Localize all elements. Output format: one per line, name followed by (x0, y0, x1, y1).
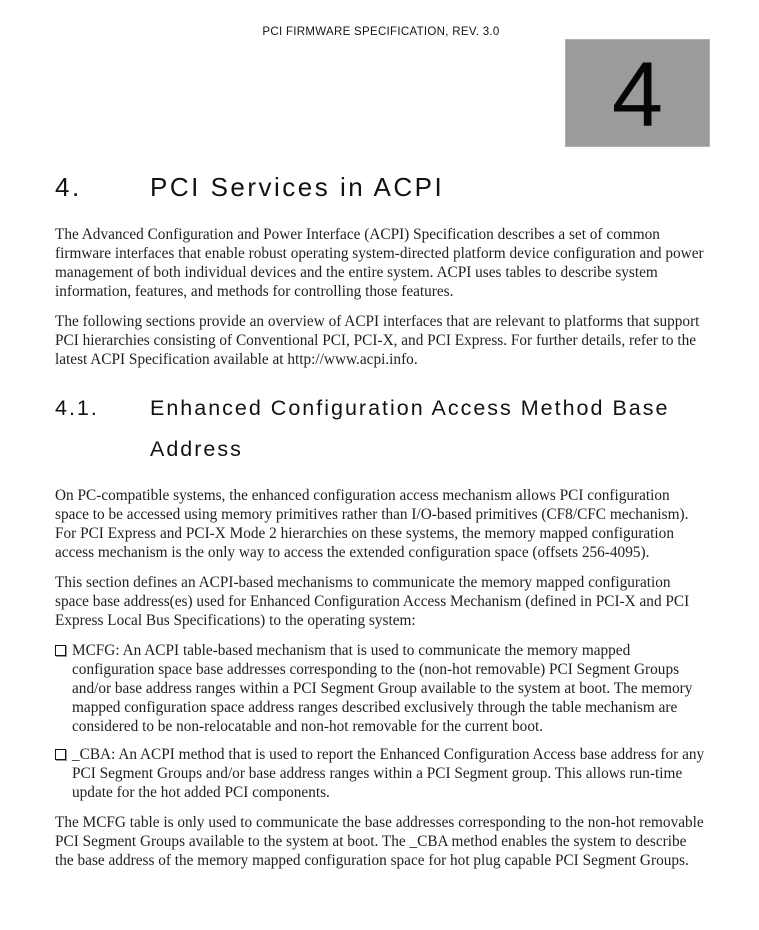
subsection-heading (55, 388, 707, 471)
paragraph: The following sections provide an overview of ACPI interfaces that are relevant to platforms that support PCI hierarchies consisting of Conventional PCI, PCI-X, and PCI Express. For further details, refer to the latest ACPI Specification available at http://www.acpi.info. (55, 312, 700, 368)
section-number: 4. (55, 172, 82, 202)
square-bullet-icon (55, 645, 66, 656)
bullet-list (55, 641, 707, 802)
paragraph: The Advanced Configuration and Power Interface (ACPI) Specification describes a set of common firmware interfaces that enable robust operating system-directed platform device configuration and power management of both individual devices and the entire system. ACPI uses tables to describe system information, features, and methods for controlling those features. (55, 225, 704, 300)
section-title: PCI Services in ACPI (150, 172, 445, 202)
subsection-title: Enhanced Configuration Access Method Base Address (150, 395, 670, 462)
square-bullet-icon (55, 749, 66, 760)
bullet-text: _CBA: An ACPI method that is used to report the Enhanced Configuration Access base address for any PCI Segment Groups and/or base address ranges within a PCI Segment group. This allows run-time update for the hot added PCI components. (72, 746, 705, 802)
list-item (55, 641, 707, 736)
paragraph: This section defines an ACPI-based mechanisms to communicate the memory mapped configuration space base address(es) used for Enhanced Configuration Access Mechanism (defined in PCI-X and PCI Express Local Bus Specifications) to the operating system: (55, 574, 690, 630)
chapter-number: 4 (611, 43, 664, 146)
chapter-tab (565, 39, 710, 147)
section-heading (55, 171, 707, 205)
running-header: PCI FIRMWARE SPECIFICATION, REV. 3.0 (262, 26, 500, 38)
paragraph: On PC-compatible systems, the enhanced configuration access mechanism allows PCI configuration space to be accessed using memory primitives rather than I/O-based primitives (CF8/CFC mechanism). For PCI Express and PCI-X Mode 2 hierarchies on these systems, the memory mapped configuration access mechanism is the only way to access the extended configuration space (offsets 256-4095). (55, 487, 689, 562)
bullet-text: MCFG: An ACPI table-based mechanism that is used to communicate the memory mapped configuration space base addresses corresponding to the (non-hot removable) PCI Segment Groups and/or base address ranges within a PCI Segment Group available to the system at boot. The memory mapped configuration space address ranges described exclusively through the table mechanism are considered to be non-relocatable and non-hot removable for the current boot. (72, 642, 693, 736)
closing-paragraph: The MCFG table is only used to communicate the base addresses corresponding to the non-hot removable PCI Segment Groups available to the system at boot. The _CBA method enables the system to describe the base address of the memory mapped configuration space for hot plug capable PCI Segment Groups. (55, 814, 704, 870)
subsection-number: 4.1. (55, 395, 99, 420)
list-item (55, 745, 707, 802)
